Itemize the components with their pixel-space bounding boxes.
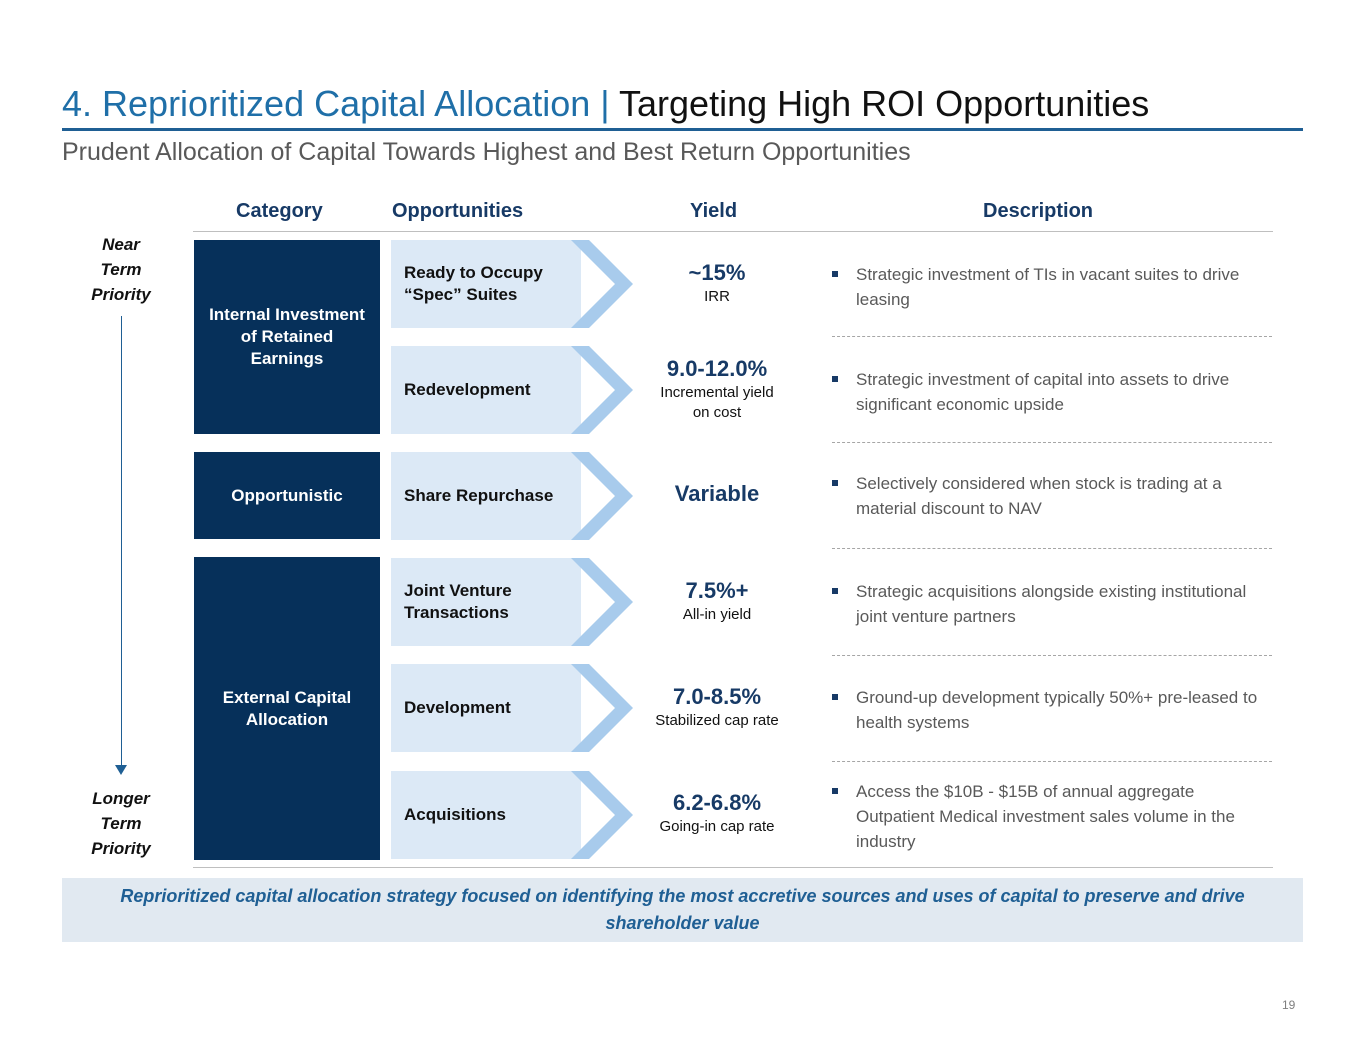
bullet-icon: [832, 694, 838, 700]
priority-word: Priority: [91, 839, 151, 858]
category-label: External Capital Allocation: [222, 687, 352, 729]
yield-value: 9.0-12.0%: [666, 356, 768, 381]
category-label: Opportunistic: [231, 485, 343, 505]
yield-acquisitions: [632, 789, 802, 837]
chevron-right-icon: [571, 771, 633, 859]
opportunity-share-repurchase: [391, 452, 581, 540]
summary-callout: [62, 878, 1303, 942]
row-divider: [832, 548, 1272, 549]
row-divider: [832, 442, 1272, 443]
opportunity-label: [404, 771, 573, 859]
priority-arrow-line: [121, 316, 122, 768]
opportunity-label: [404, 664, 573, 752]
priority-word: Term: [100, 260, 142, 279]
yield-note: Incremental yield: [660, 384, 774, 401]
opportunity-development: [391, 664, 581, 752]
opportunity-line: Joint Venture: [404, 581, 512, 600]
page-title: [62, 82, 1149, 126]
yield-note: Going-in cap rate: [659, 818, 775, 835]
priority-word: Term: [100, 814, 142, 833]
priority-word: Longer: [92, 789, 150, 808]
opportunity-acquisitions: [391, 771, 581, 859]
opportunity-label: [404, 452, 573, 540]
category-external-capital-allocation: [194, 557, 380, 860]
opportunity-joint-venture: [391, 558, 581, 646]
yield-spec-suites: [632, 259, 802, 307]
description-text: Ground-up development typically 50%+ pre-leased to health systems: [856, 688, 1258, 732]
title-rest: Targeting High ROI Opportunities: [619, 83, 1150, 124]
page-subtitle: Prudent Allocation of Capital Towards Highest and Best Return Opportunities: [62, 138, 911, 166]
title-lead: 4. Reprioritized Capital Allocation: [62, 83, 591, 124]
opportunity-line: Share Repurchase: [404, 486, 554, 505]
chevron-right-icon: [571, 664, 633, 752]
yield-joint-venture: [632, 577, 802, 625]
yield-note: All-in yield: [682, 606, 752, 623]
description-acquisitions: [832, 779, 1262, 854]
yield-note: on cost: [692, 404, 742, 421]
description-text: Strategic investment of TIs in vacant suites to drive leasing: [856, 265, 1240, 309]
category-label: Internal Investment of Retained Earnings: [209, 305, 365, 368]
longer-term-priority-label: [72, 786, 170, 861]
opportunity-label: [404, 558, 573, 646]
bullet-icon: [832, 788, 838, 794]
opportunity-line: Redevelopment: [404, 380, 531, 399]
table-bottom-divider: [193, 867, 1273, 868]
yield-value: 7.0-8.5%: [672, 684, 762, 709]
summary-text: Reprioritized capital allocation strategy focused on identifying the most accretive sources and uses of capital to preserve and drive shareholder value: [120, 886, 1245, 933]
yield-note: Stabilized cap rate: [655, 712, 779, 729]
yield-share-repurchase: [632, 480, 802, 508]
row-divider: [832, 336, 1272, 337]
bullet-icon: [832, 588, 838, 594]
column-header-yield: Yield: [690, 200, 738, 222]
near-term-priority-label: [72, 232, 170, 307]
description-text: Strategic acquisitions alongside existing institutional joint venture partners: [856, 582, 1247, 626]
opportunity-line: “Spec” Suites: [404, 285, 518, 304]
description-text: Strategic investment of capital into assets to drive significant economic upside: [856, 370, 1230, 414]
yield-value: 6.2-6.8%: [672, 790, 762, 815]
opportunity-label: [404, 240, 573, 328]
chevron-right-icon: [571, 452, 633, 540]
yield-redevelopment: [632, 355, 802, 423]
description-share-repurchase: [832, 471, 1262, 521]
priority-word: Near: [102, 235, 140, 254]
column-header-description: Description: [983, 200, 1094, 222]
description-joint-venture: [832, 579, 1262, 629]
description-text: Selectively considered when stock is trading at a material discount to NAV: [856, 474, 1222, 518]
row-divider: [832, 655, 1272, 656]
header-divider: [193, 231, 1273, 232]
opportunity-line: Development: [404, 698, 511, 717]
yield-note: IRR: [704, 288, 730, 305]
yield-value: 7.5%+: [685, 578, 749, 603]
opportunity-redevelopment: [391, 346, 581, 434]
chevron-right-icon: [571, 558, 633, 646]
opportunity-line: Acquisitions: [404, 805, 507, 824]
yield-value: ~15%: [688, 260, 746, 285]
priority-word: Priority: [91, 285, 151, 304]
description-redevelopment: [832, 367, 1262, 417]
description-development: [832, 685, 1262, 735]
bullet-icon: [832, 376, 838, 382]
column-header-opportunities: Opportunities: [392, 200, 524, 222]
opportunity-line: Ready to Occupy: [404, 263, 543, 282]
title-divider: [62, 128, 1303, 131]
bullet-icon: [832, 271, 838, 277]
page-number: 19: [1282, 998, 1296, 1012]
opportunity-label: [404, 346, 573, 434]
opportunity-line: Transactions: [404, 603, 509, 622]
chevron-right-icon: [571, 346, 633, 434]
description-text: Access the $10B - $15B of annual aggregate Outpatient Medical investment sales volume in the industry: [856, 782, 1235, 851]
description-spec-suites: [832, 262, 1262, 312]
category-opportunistic: [194, 452, 380, 539]
yield-development: [632, 683, 802, 731]
title-separator: |: [600, 83, 610, 124]
category-internal-investment: [194, 240, 380, 434]
chevron-right-icon: [571, 240, 633, 328]
column-header-category: Category: [236, 200, 323, 222]
bullet-icon: [832, 480, 838, 486]
arrow-down-icon: [115, 765, 127, 775]
opportunity-spec-suites: [391, 240, 581, 328]
yield-value: Variable: [674, 481, 760, 506]
row-divider: [832, 761, 1272, 762]
